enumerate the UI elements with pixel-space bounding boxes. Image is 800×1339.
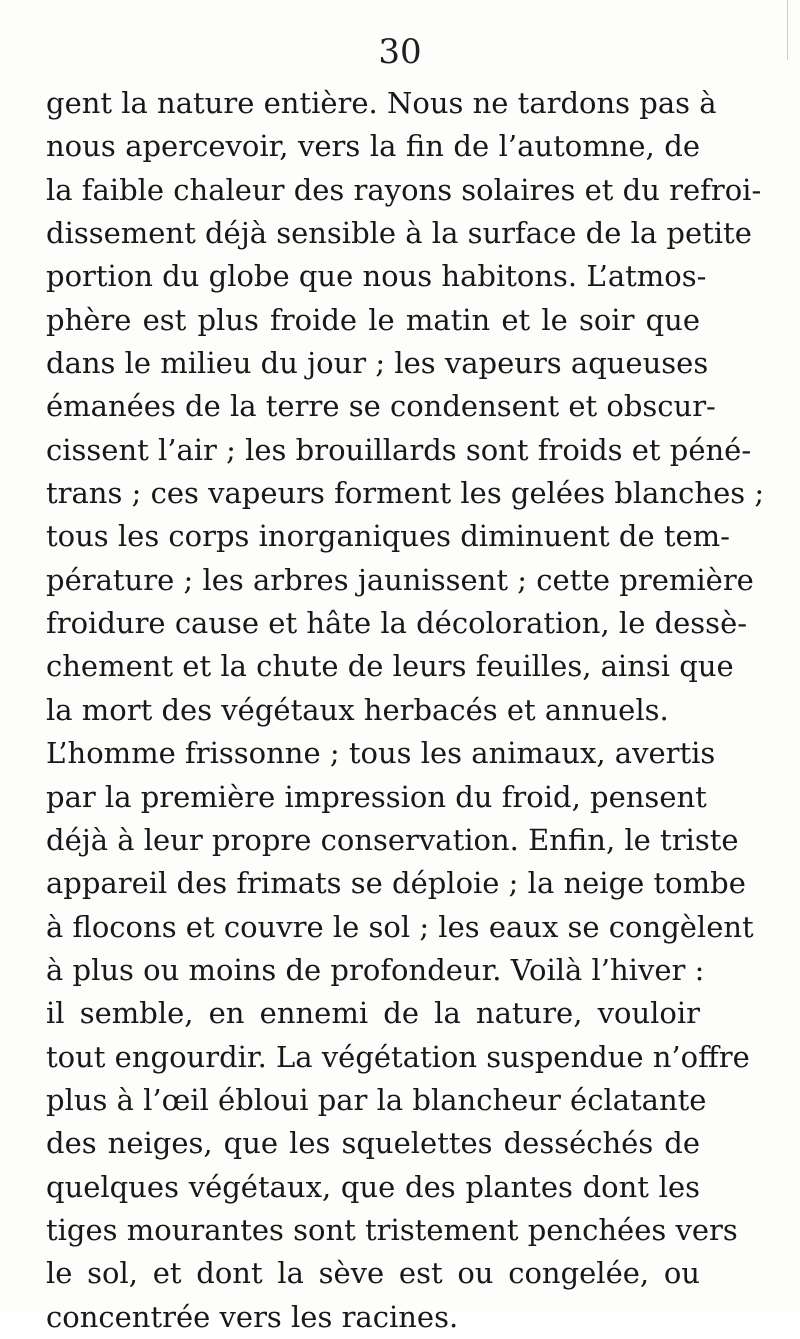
text-line: par la première impression du froid, pensent bbox=[46, 779, 707, 814]
text-line: le sol, et dont la sève est ou congelée, ou bbox=[46, 1256, 700, 1291]
text-line: la faible chaleur des rayons solaires et du refroi- bbox=[46, 172, 762, 207]
text-line: il semble, en ennemi de la nature, vouloir bbox=[46, 996, 700, 1031]
text-line: la mort des végétaux herbacés et annuels. bbox=[46, 692, 669, 727]
text-line: dans le milieu du jour ; les vapeurs aqueuses bbox=[46, 346, 709, 381]
text-line: concentrée vers les racines. bbox=[46, 1299, 459, 1334]
text-line: trans ; ces vapeurs forment les gelées blanches ; bbox=[46, 476, 765, 511]
text-line: quelques végétaux, que des plantes dont les bbox=[46, 1169, 700, 1204]
text-line: nous apercevoir, vers la fin de l’automne, de bbox=[46, 129, 700, 164]
text-line: cissent l’air ; les brouillards sont froids et péné- bbox=[46, 432, 752, 467]
text-line: appareil des frimats se déploie ; la neige tombe bbox=[46, 866, 746, 901]
page-number: 30 bbox=[378, 32, 422, 72]
body-text bbox=[46, 82, 765, 1339]
text-line: froidure cause et hâte la décoloration, le dessè- bbox=[46, 606, 748, 641]
text-line: déjà à leur propre conservation. Enfin, le triste bbox=[46, 822, 739, 857]
text-line: phère est plus froide le matin et le soir que bbox=[46, 302, 700, 337]
text-line: plus à l’œil ébloui par la blancheur éclatante bbox=[46, 1082, 707, 1117]
text-line: tiges mourantes sont tristement penchées vers bbox=[46, 1212, 738, 1247]
text-line: gent la nature entière. Nous ne tardons pas à bbox=[46, 86, 717, 120]
text-line: L’homme frissonne ; tous les animaux, avertis bbox=[46, 736, 716, 771]
text-line: émanées de la terre se condensent et obscur- bbox=[46, 389, 716, 424]
text-line: tout engourdir. La végétation suspendue n’offre bbox=[46, 1039, 750, 1074]
text-line: tous les corps inorganiques diminuent de tem- bbox=[46, 519, 730, 554]
text-line: à plus ou moins de profondeur. Voilà l’hiver : bbox=[46, 952, 705, 987]
text-line: pérature ; les arbres jaunissent ; cette première bbox=[46, 562, 754, 597]
text-line: à flocons et couvre le sol ; les eaux se congèlent bbox=[46, 909, 754, 944]
text-line: chement et la chute de leurs feuilles, ainsi que bbox=[46, 649, 734, 684]
text-line: des neiges, que les squelettes desséchés de bbox=[46, 1126, 700, 1161]
text-line: portion du globe que nous habitons. L’atmos- bbox=[46, 259, 707, 294]
text-line: dissement déjà sensible à la surface de la petite bbox=[46, 216, 752, 251]
